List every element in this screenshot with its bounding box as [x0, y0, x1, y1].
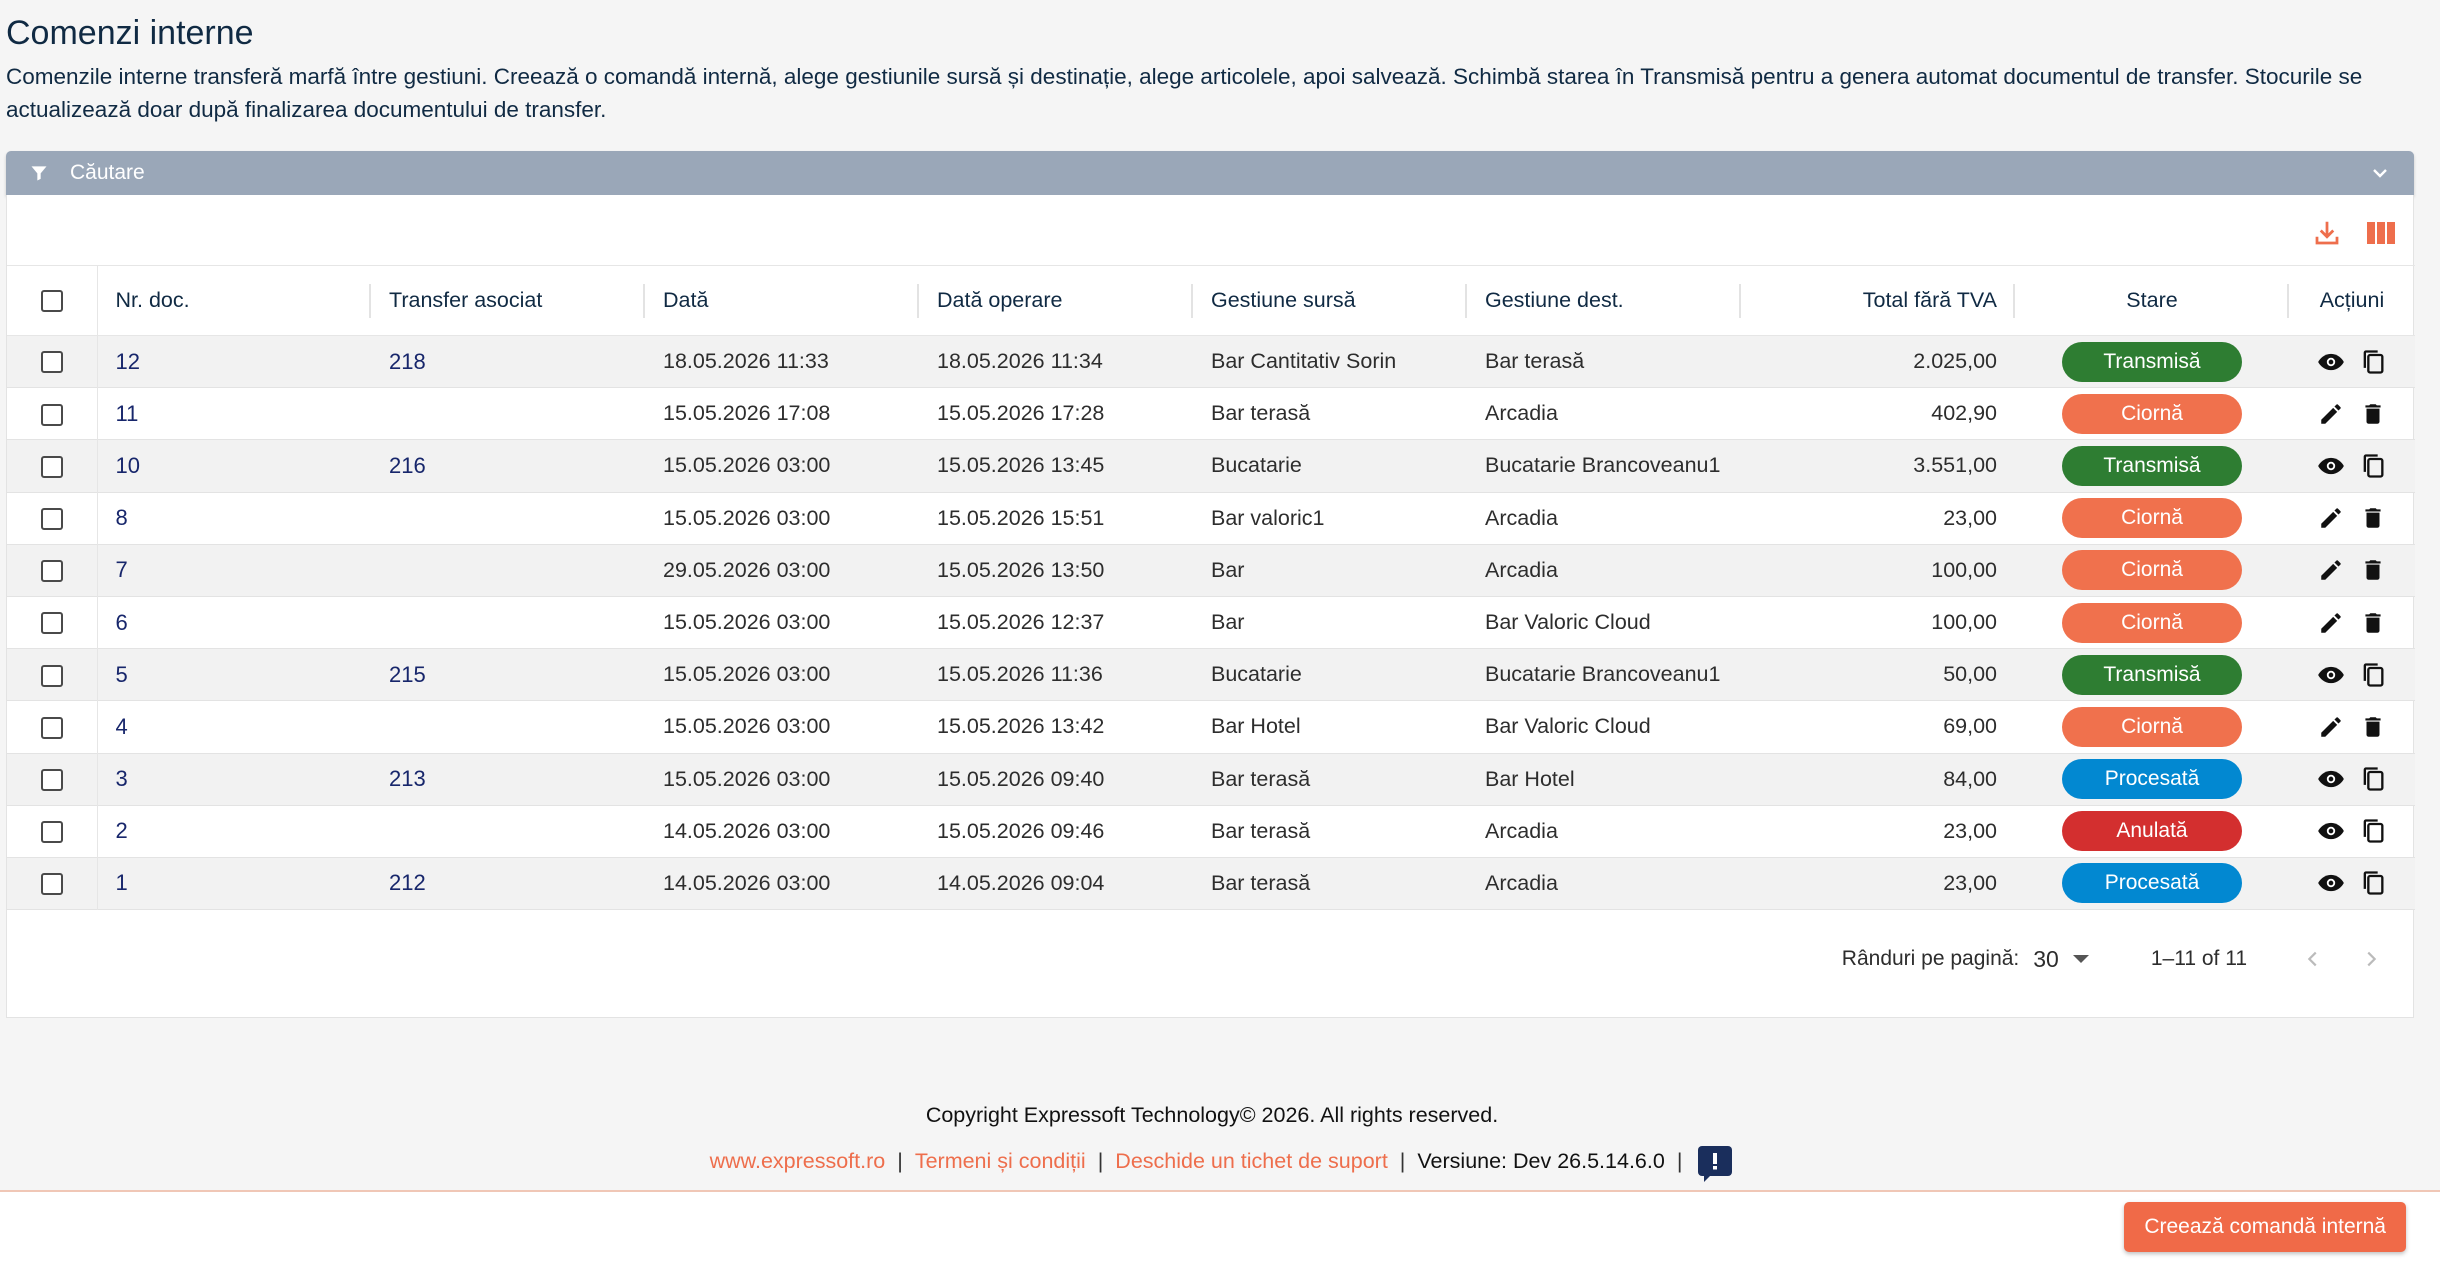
pencil-icon[interactable]	[2314, 606, 2348, 640]
header-nr-doc[interactable]: Nr. doc.	[97, 266, 371, 336]
cell-data: 15.05.2026 03:00	[663, 453, 831, 478]
table-row	[7, 649, 2415, 701]
pencil-icon[interactable]	[2314, 397, 2348, 431]
cell-gestiune-sursa: Bar Hotel	[1211, 714, 1301, 739]
header-data[interactable]: Dată	[645, 266, 919, 336]
terms-link[interactable]: Termeni și condiții	[914, 1148, 1086, 1173]
footer-links	[0, 1146, 2430, 1176]
cell-nr-doc	[97, 388, 371, 440]
table-row	[7, 805, 2415, 857]
cell-data: 15.05.2026 03:00	[663, 505, 831, 530]
row-checkbox[interactable]	[41, 351, 63, 373]
nr-doc-link[interactable]: 5	[115, 661, 128, 687]
table-row	[7, 753, 2415, 805]
row-checkbox-cell	[7, 336, 97, 388]
footer-separator: |	[897, 1148, 903, 1173]
footer-separator: |	[1097, 1148, 1104, 1173]
cell-gestiune-sursa: Bar valoric1	[1211, 505, 1325, 530]
cell-nr-doc	[97, 336, 371, 388]
cell-total: 100,00	[1931, 610, 1997, 635]
cell-data: 14.05.2026 03:00	[663, 870, 831, 895]
cell-stare	[2015, 649, 2289, 701]
cell-total: 402,90	[1931, 401, 1997, 426]
row-checkbox-cell	[7, 544, 97, 596]
cell-gestiune-sursa: Bar terasă	[1211, 766, 1311, 791]
eye-icon[interactable]	[2314, 762, 2348, 796]
nr-doc-link[interactable]: 6	[115, 609, 128, 635]
pagination-range: 1–11 of 11	[2150, 947, 2247, 970]
cell-nr-doc	[97, 544, 371, 596]
row-checkbox-cell	[7, 753, 97, 805]
rows-per-page-select[interactable]	[2033, 946, 2089, 973]
create-internal-order-button[interactable]: Creează comandă internă	[2124, 1202, 2406, 1252]
cell-stare	[2015, 596, 2289, 648]
cell-stare	[2015, 544, 2289, 596]
transfer-link[interactable]: 215	[389, 661, 426, 687]
status-badge: Ciornă	[2062, 394, 2242, 434]
cell-data-operare: 15.05.2026 09:40	[937, 766, 1105, 791]
cell-transfer	[371, 544, 645, 596]
pencil-icon[interactable]	[2314, 501, 2348, 535]
eye-icon[interactable]	[2314, 866, 2348, 900]
eye-icon[interactable]	[2314, 658, 2348, 692]
cell-gestiune-dest: Bar Hotel	[1485, 766, 1575, 791]
cell-gestiune-sursa: Bar Cantitativ Sorin	[1211, 349, 1397, 374]
row-checkbox[interactable]	[41, 717, 63, 739]
rows-per-page-value: 30	[2033, 945, 2059, 972]
site-link[interactable]: www.expressoft.ro	[709, 1148, 886, 1173]
download-icon[interactable]	[2307, 213, 2347, 253]
cell-total: 50,00	[1943, 662, 1997, 687]
trash-icon[interactable]	[2356, 501, 2390, 535]
status-badge: Transmisă	[2062, 446, 2242, 486]
rows-per-page-label: Rânduri pe pagină:	[1841, 947, 2020, 970]
cell-actions	[2289, 440, 2415, 492]
status-badge: Ciornă	[2062, 707, 2242, 747]
cell-data-operare: 15.05.2026 12:37	[937, 610, 1105, 635]
cell-gestiune-dest: Arcadia	[1485, 818, 1558, 843]
caret-down-icon	[2073, 955, 2089, 963]
row-checkbox[interactable]	[41, 873, 63, 895]
cell-actions	[2289, 388, 2415, 440]
nr-doc-link[interactable]: 8	[115, 505, 128, 531]
cell-transfer	[371, 492, 645, 544]
cell-actions	[2289, 492, 2415, 544]
trash-icon[interactable]	[2356, 397, 2390, 431]
cell-gestiune-dest: Bar Valoric Cloud	[1485, 610, 1651, 635]
cell-stare	[2015, 701, 2289, 753]
cell-data: 29.05.2026 03:00	[663, 557, 831, 582]
row-checkbox-cell	[7, 701, 97, 753]
cell-nr-doc	[97, 492, 371, 544]
cell-transfer	[371, 701, 645, 753]
cell-nr-doc	[97, 753, 371, 805]
nr-doc-link[interactable]: 3	[115, 766, 128, 792]
cell-transfer	[371, 857, 645, 909]
trash-icon[interactable]	[2356, 710, 2390, 744]
row-checkbox[interactable]	[41, 508, 63, 530]
cell-stare	[2015, 492, 2289, 544]
cell-total: 69,00	[1943, 714, 1997, 739]
eye-icon[interactable]	[2314, 814, 2348, 848]
orders-table-card	[6, 195, 2414, 1018]
trash-icon[interactable]	[2356, 606, 2390, 640]
header-data-operare[interactable]: Dată operare	[919, 266, 1193, 336]
header-gestiune-sursa[interactable]: Gestiune sursă	[1193, 266, 1467, 336]
cell-data-operare: 15.05.2026 15:51	[937, 505, 1105, 530]
nr-doc-link[interactable]: 11	[115, 400, 139, 426]
cell-total: 23,00	[1943, 870, 1997, 895]
cell-total: 23,00	[1943, 818, 1997, 843]
row-checkbox-cell	[7, 492, 97, 544]
cell-data: 15.05.2026 17:08	[663, 401, 831, 426]
cell-total: 84,00	[1943, 766, 1997, 791]
cell-actions	[2289, 805, 2415, 857]
status-badge: Ciornă	[2062, 498, 2242, 538]
row-checkbox[interactable]	[41, 665, 63, 687]
cell-data-operare: 15.05.2026 13:45	[937, 453, 1105, 478]
cell-total: 23,00	[1943, 505, 1997, 530]
cell-transfer	[371, 388, 645, 440]
support-ticket-link[interactable]: Deschide un tichet de suport	[1115, 1148, 1388, 1173]
cell-data-operare: 18.05.2026 11:34	[937, 349, 1103, 374]
row-checkbox-cell	[7, 805, 97, 857]
copy-icon[interactable]	[2356, 866, 2390, 900]
table-row	[7, 440, 2415, 492]
cell-actions	[2289, 336, 2415, 388]
cell-nr-doc	[97, 596, 371, 648]
eye-icon[interactable]	[2314, 345, 2348, 379]
copy-icon[interactable]	[2356, 658, 2390, 692]
cell-gestiune-dest: Bucatarie Brancoveanu1	[1485, 662, 1721, 687]
select-all-checkbox-cell	[7, 266, 97, 336]
table-row	[7, 596, 2415, 648]
cell-gestiune-sursa: Bucatarie	[1211, 662, 1302, 687]
cell-gestiune-dest: Bucatarie Brancoveanu1	[1485, 453, 1721, 478]
header-gestiune-dest[interactable]: Gestiune dest.	[1467, 266, 1741, 336]
transfer-link[interactable]: 218	[389, 348, 426, 374]
pencil-icon[interactable]	[2314, 553, 2348, 587]
search-label: Căutare	[70, 161, 145, 184]
cell-stare	[2015, 805, 2289, 857]
cell-actions	[2289, 701, 2415, 753]
cell-gestiune-dest: Arcadia	[1485, 557, 1558, 582]
status-badge: Procesată	[2062, 759, 2242, 799]
cell-nr-doc	[97, 440, 371, 492]
chevron-down-icon[interactable]	[2368, 161, 2392, 185]
copy-icon[interactable]	[2356, 814, 2390, 848]
cell-data-operare: 15.05.2026 09:46	[937, 818, 1105, 843]
filter-icon	[28, 162, 50, 184]
row-checkbox[interactable]	[41, 404, 63, 426]
cell-stare	[2015, 857, 2289, 909]
cell-data: 15.05.2026 03:00	[663, 766, 831, 791]
header-stare[interactable]: Stare	[2015, 266, 2289, 336]
footer-separator: |	[1399, 1148, 1406, 1173]
row-checkbox[interactable]	[41, 612, 63, 634]
cell-gestiune-sursa: Bucatarie	[1211, 453, 1302, 478]
cell-total: 3.551,00	[1913, 453, 1997, 478]
row-checkbox[interactable]	[41, 769, 63, 791]
status-badge: Transmisă	[2062, 655, 2242, 695]
cell-gestiune-sursa: Bar	[1211, 557, 1245, 582]
copy-icon[interactable]	[2356, 449, 2390, 483]
cell-data-operare: 15.05.2026 11:36	[937, 662, 1103, 687]
cell-nr-doc	[97, 857, 371, 909]
cell-transfer	[371, 649, 645, 701]
cell-data-operare: 14.05.2026 09:04	[937, 870, 1105, 895]
cell-gestiune-dest: Arcadia	[1485, 870, 1558, 895]
cell-actions	[2289, 544, 2415, 596]
cell-transfer	[371, 805, 645, 857]
cell-stare	[2015, 753, 2289, 805]
row-checkbox[interactable]	[41, 821, 63, 843]
table-row	[7, 336, 2415, 388]
header-actiuni: Acțiuni	[2289, 266, 2415, 336]
header-transfer[interactable]: Transfer asociat	[371, 266, 645, 336]
cell-stare	[2015, 388, 2289, 440]
cell-nr-doc	[97, 701, 371, 753]
cell-transfer	[371, 336, 645, 388]
cell-gestiune-dest: Bar terasă	[1485, 349, 1585, 374]
nr-doc-link[interactable]: 2	[115, 818, 128, 844]
cell-data-operare: 15.05.2026 13:42	[937, 714, 1105, 739]
transfer-link[interactable]: 216	[389, 452, 426, 478]
transfer-link[interactable]: 212	[389, 870, 426, 896]
cell-data: 15.05.2026 03:00	[663, 714, 831, 739]
table-row	[7, 492, 2415, 544]
cell-transfer	[371, 753, 645, 805]
row-checkbox-cell	[7, 440, 97, 492]
cell-actions	[2289, 596, 2415, 648]
row-checkbox[interactable]	[41, 560, 63, 582]
version-text: Versiune: Dev 26.5.14.6.0	[1417, 1148, 1665, 1173]
nr-doc-link[interactable]: 10	[115, 452, 140, 478]
footer-separator: |	[1676, 1148, 1683, 1173]
row-checkbox-cell	[7, 388, 97, 440]
pagination	[1842, 939, 2413, 979]
columns-icon[interactable]	[2361, 213, 2401, 253]
row-checkbox-cell	[7, 649, 97, 701]
transfer-link[interactable]: 213	[389, 766, 426, 792]
table-row	[7, 701, 2415, 753]
status-badge: Procesată	[2062, 863, 2242, 903]
status-badge: Ciornă	[2062, 550, 2242, 590]
row-checkbox-cell	[7, 596, 97, 648]
nr-doc-link[interactable]: 7	[115, 557, 128, 583]
copy-icon[interactable]	[2356, 762, 2390, 796]
nr-doc-link[interactable]: 4	[115, 713, 128, 739]
table-header-row	[7, 266, 2415, 336]
cell-gestiune-sursa: Bar terasă	[1211, 818, 1311, 843]
page-title: Comenzi interne	[6, 14, 254, 52]
page-description: Comenzile interne transferă marfă între gestiuni. Creează o comandă internă, alege gestiunile sursă și destinație, alege articolele, apoi salvează. Schimbă starea în Transmisă pentru a genera automat documentul de transfer. Stocurile se actualizează doar după finalizarea documentului de transfer.	[6, 64, 2363, 122]
cell-gestiune-sursa: Bar	[1211, 610, 1245, 635]
status-badge: Anulată	[2062, 811, 2242, 851]
status-badge: Transmisă	[2062, 342, 2242, 382]
cell-data: 15.05.2026 03:00	[663, 662, 831, 687]
prev-page-icon[interactable]	[2297, 943, 2329, 975]
cell-stare	[2015, 440, 2289, 492]
copyright: Copyright Expressoft Technology© 2026. All rights reserved.	[925, 1103, 1499, 1127]
search-panel-header[interactable]	[6, 151, 2414, 195]
cell-stare	[2015, 336, 2289, 388]
cell-data-operare: 15.05.2026 13:50	[937, 557, 1105, 582]
cell-total: 2.025,00	[1913, 349, 1997, 374]
cell-actions	[2289, 857, 2415, 909]
table-row	[7, 857, 2415, 909]
header-total[interactable]: Total fără TVA	[1741, 266, 2015, 336]
cell-gestiune-dest: Arcadia	[1485, 505, 1558, 530]
trash-icon[interactable]	[2356, 553, 2390, 587]
cell-nr-doc	[97, 805, 371, 857]
row-checkbox-cell	[7, 857, 97, 909]
cell-transfer	[371, 440, 645, 492]
cell-gestiune-dest: Bar Valoric Cloud	[1485, 714, 1651, 739]
cell-actions	[2289, 649, 2415, 701]
feedback-icon[interactable]	[1698, 1146, 1732, 1176]
cell-actions	[2289, 753, 2415, 805]
pencil-icon[interactable]	[2314, 710, 2348, 744]
next-page-icon[interactable]	[2355, 943, 2387, 975]
cell-gestiune-dest: Arcadia	[1485, 401, 1558, 426]
bottom-action-bar	[0, 1190, 2440, 1263]
cell-data-operare: 15.05.2026 17:28	[937, 401, 1105, 426]
cell-total: 100,00	[1931, 557, 1997, 582]
table-row	[7, 388, 2415, 440]
cell-data: 14.05.2026 03:00	[663, 818, 831, 843]
cell-transfer	[371, 596, 645, 648]
select-all-checkbox[interactable]	[41, 290, 63, 312]
copy-icon[interactable]	[2356, 345, 2390, 379]
cell-nr-doc	[97, 649, 371, 701]
row-checkbox[interactable]	[41, 456, 63, 478]
cell-gestiune-sursa: Bar terasă	[1211, 870, 1311, 895]
nr-doc-link[interactable]: 1	[115, 870, 128, 896]
nr-doc-link[interactable]: 12	[115, 348, 140, 374]
cell-gestiune-sursa: Bar terasă	[1211, 401, 1311, 426]
status-badge: Ciornă	[2062, 603, 2242, 643]
eye-icon[interactable]	[2314, 449, 2348, 483]
table-row	[7, 544, 2415, 596]
orders-table	[7, 265, 2415, 910]
cell-data: 15.05.2026 03:00	[663, 610, 831, 635]
cell-data: 18.05.2026 11:33	[663, 349, 829, 374]
